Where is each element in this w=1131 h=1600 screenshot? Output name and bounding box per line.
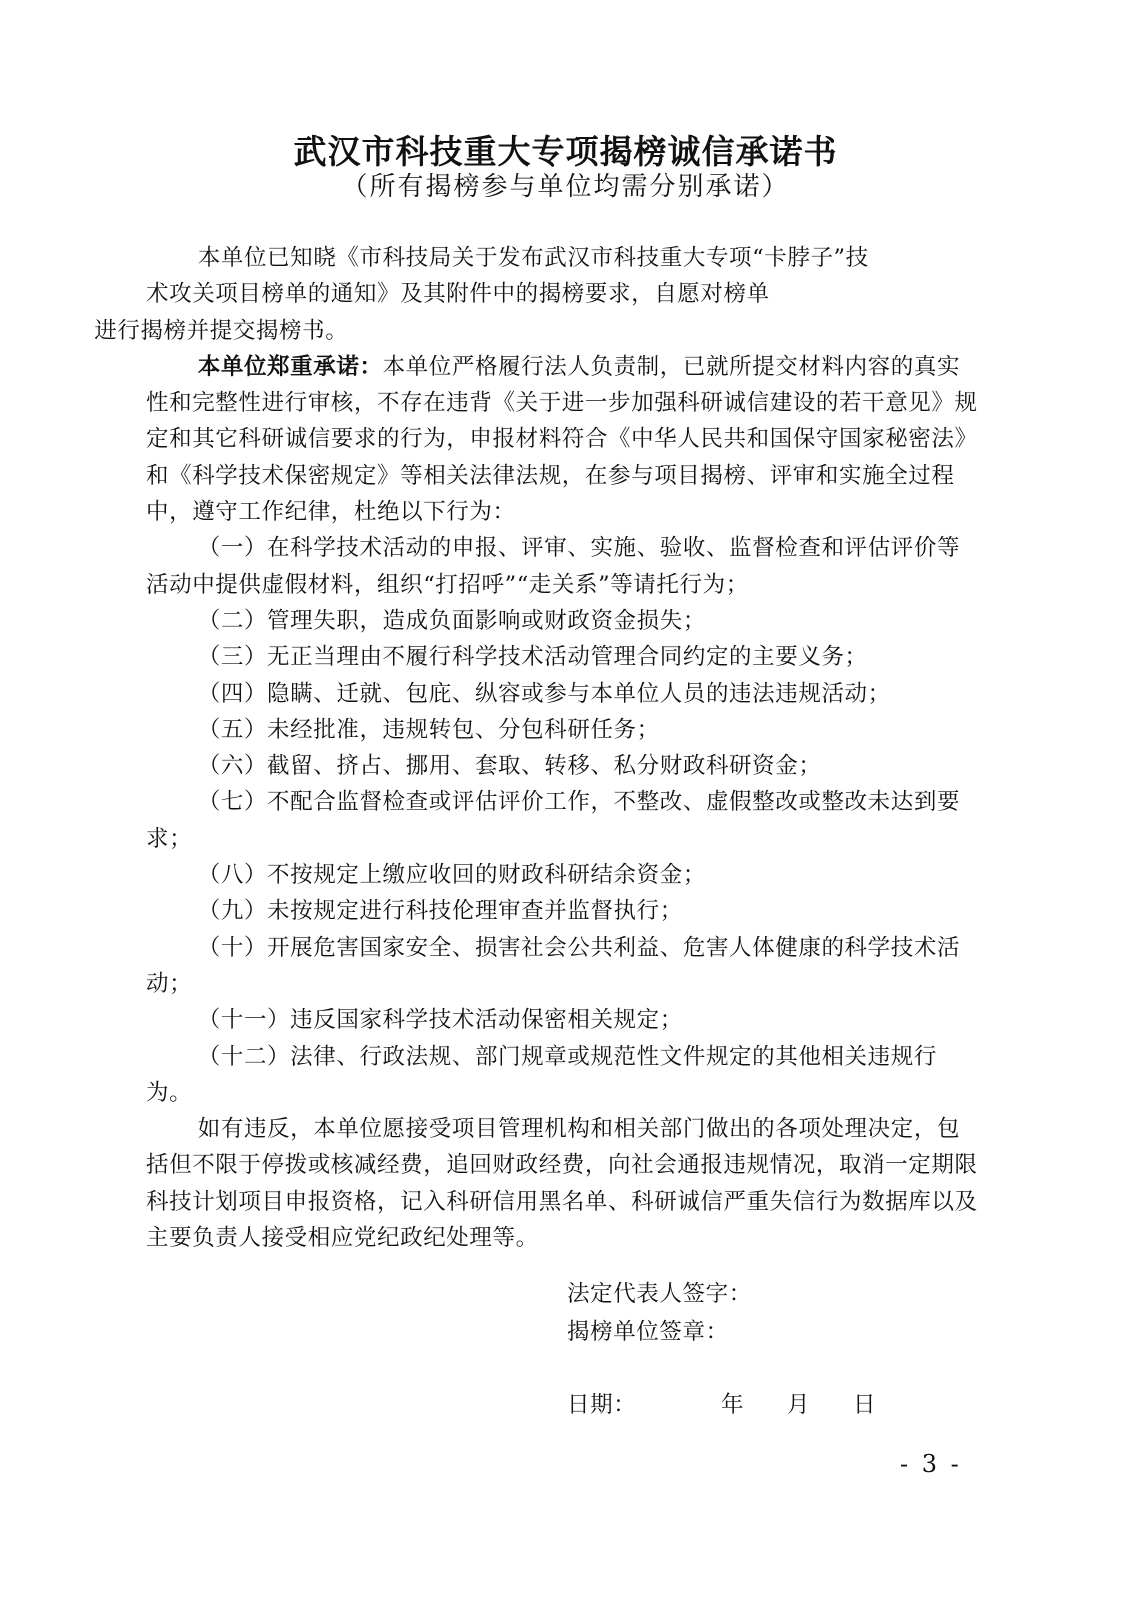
- closing-paragraph: 如有违反，本单位愿接受项目管理机构和相关部门做出的各项处理决定，包括但不限于停拨或核减经费，追回财政经费，向社会通报违规情况，取消一定期限科技计划项目申报资格，记入科研信用黑名单、科研诚信严重失信行为数据库以及主要负责人接受相应党纪政纪处理等。: [146, 1116, 978, 1252]
- list-item: （五）未经批准，违规转包、分包科研任务；: [197, 716, 660, 743]
- list-item: （三）无正当理由不履行科学技术活动管理合同约定的主要义务；: [197, 644, 868, 671]
- commitment-paragraph: [146, 349, 978, 530]
- list-item: （十一）违反国家科学技术活动保密相关规定；: [197, 1007, 683, 1034]
- commitment-text: 本单位严格履行法人负责制，已就所提交材料内容的真实性和完整性进行审核，不存在违背《关于进一步加强科研诚信建设的若干意见》规定和其它科研诚信要求的行为，申报材料符合《中华人民共和国保守国家秘密法》和《科学技术保密规定》等相关法律法规，在参与项目揭榜、评审和实施全过程中，遵守工作纪律，杜绝以下行为：: [146, 353, 978, 526]
- list-item: （六）截留、挤占、挪用、套取、转移、私分财政科研资金；: [197, 753, 822, 780]
- legal-representative-signature-label: 法定代表人签字：: [567, 1281, 752, 1307]
- list-item: （一）在科学技术活动的申报、评审、实施、验收、监督检查和评估评价等活动中提供虚假材料，组织“打招呼”“走关系”等请托行为；: [146, 535, 961, 598]
- date-line: [567, 1386, 876, 1424]
- date-label: 日期：: [567, 1392, 637, 1418]
- list-item: （十二）法律、行政法规、部门规章或规范性文件规定的其他相关违规行为。: [146, 1043, 937, 1106]
- document-title: 武汉市科技重大专项揭榜诚信承诺书: [293, 132, 838, 171]
- document-body: [94, 240, 978, 1256]
- date-year-label: 年: [721, 1392, 745, 1418]
- list-item: （九）未按规定进行科技伦理审查并监督执行；: [197, 898, 683, 925]
- intro-paragraph: [94, 240, 978, 349]
- list-item: （十）开展危害国家安全、损害社会公共利益、危害人体健康的科学技术活动；: [146, 934, 961, 997]
- list-item: （七）不配合监督检查或评估评价工作，不整改、虚假整改或整改未达到要求；: [146, 789, 961, 852]
- page-number: - 3 -: [900, 1450, 962, 1478]
- intro-line-2: 术攻关项目榜单的通知》及其附件中的揭榜要求，自愿对榜单: [146, 281, 770, 308]
- list-item: （八）不按规定上缴应收回的财政科研结余资金；: [197, 862, 706, 889]
- date-day-label: 日: [853, 1392, 877, 1418]
- unit-seal-label: 揭榜单位签章：: [567, 1319, 729, 1345]
- signature-block: [567, 1275, 752, 1351]
- intro-line-3: 进行揭榜并提交揭榜书。: [94, 317, 349, 344]
- list-item: （二）管理失职，造成负面影响或财政资金损失；: [197, 607, 706, 634]
- list-item: （四）隐瞒、迁就、包庇、纵容或参与本单位人员的违法违规活动；: [197, 680, 891, 707]
- intro-line-1: 本单位已知晓《市科技局关于发布武汉市科技重大专项“卡脖子”技: [197, 245, 869, 271]
- commitment-lead: 本单位郑重承诺：: [197, 353, 383, 380]
- date-month-label: 月: [787, 1392, 811, 1418]
- document-subtitle: （所有揭榜参与单位均需分别承诺）: [341, 172, 790, 202]
